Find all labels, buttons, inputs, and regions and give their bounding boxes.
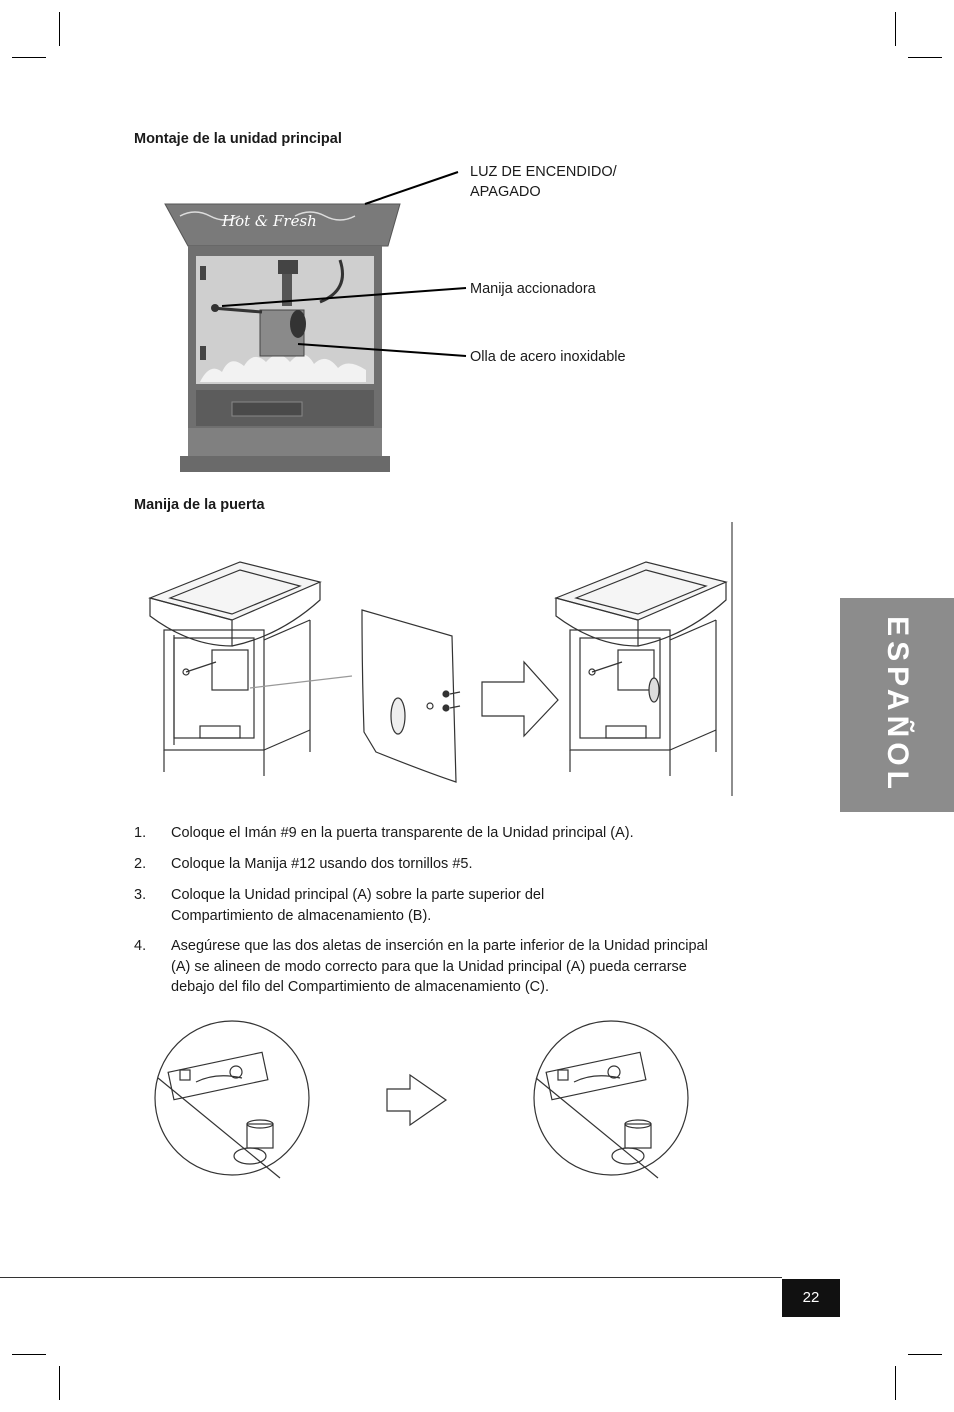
popcorn-machine-photo (160, 160, 660, 480)
section-title-door-handle: Manija de la puerta (134, 497, 265, 513)
step-number: 1. (134, 825, 147, 841)
step-number: 4. (134, 938, 147, 954)
step-number: 3. (134, 887, 147, 903)
step-text: Coloque el Imán #9 en la puerta transparente de la Unidad principal (A). (171, 825, 634, 841)
crop-mark (59, 1366, 60, 1400)
language-tab (840, 598, 954, 812)
crop-mark (12, 57, 46, 58)
logo-text: Hot & Fresh (222, 212, 317, 230)
callout-handle: Manija accionadora (470, 281, 596, 297)
step-text: Asegúrese que las dos aletas de inserción en la parte inferior de la Unidad principal (A) se alineen de modo correcto para que la Unidad principal (A) pueda cerrarse debajo del filo del Compartimiento de almacenamiento (C). (171, 938, 708, 995)
footer-rule (0, 1277, 782, 1278)
callout-power-light-line2: APAGADO (470, 184, 541, 200)
crop-mark (12, 1354, 46, 1355)
crop-mark (908, 57, 942, 58)
insertion-tab-diagram (150, 1018, 700, 1183)
page-number: 22 (782, 1279, 840, 1317)
step-text: Coloque la Manija #12 usando dos tornillos #5. (171, 856, 473, 872)
callout-power-light (470, 162, 617, 202)
step-number: 2. (134, 856, 147, 872)
crop-mark (908, 1354, 942, 1355)
language-tab-label: ESPAÑOL (881, 616, 914, 794)
door-handle-diagram (140, 520, 740, 800)
section-title-main-unit: Montaje de la unidad principal (134, 131, 342, 147)
crop-mark (895, 1366, 896, 1400)
crop-mark (59, 12, 60, 46)
crop-mark (895, 12, 896, 46)
step-text: Coloque la Unidad principal (A) sobre la parte superior del Compartimiento de almacenamiento (B). (171, 887, 545, 924)
callout-power-light-line1: LUZ DE ENCENDIDO/ (470, 164, 617, 180)
callout-kettle: Olla de acero inoxidable (470, 349, 626, 365)
